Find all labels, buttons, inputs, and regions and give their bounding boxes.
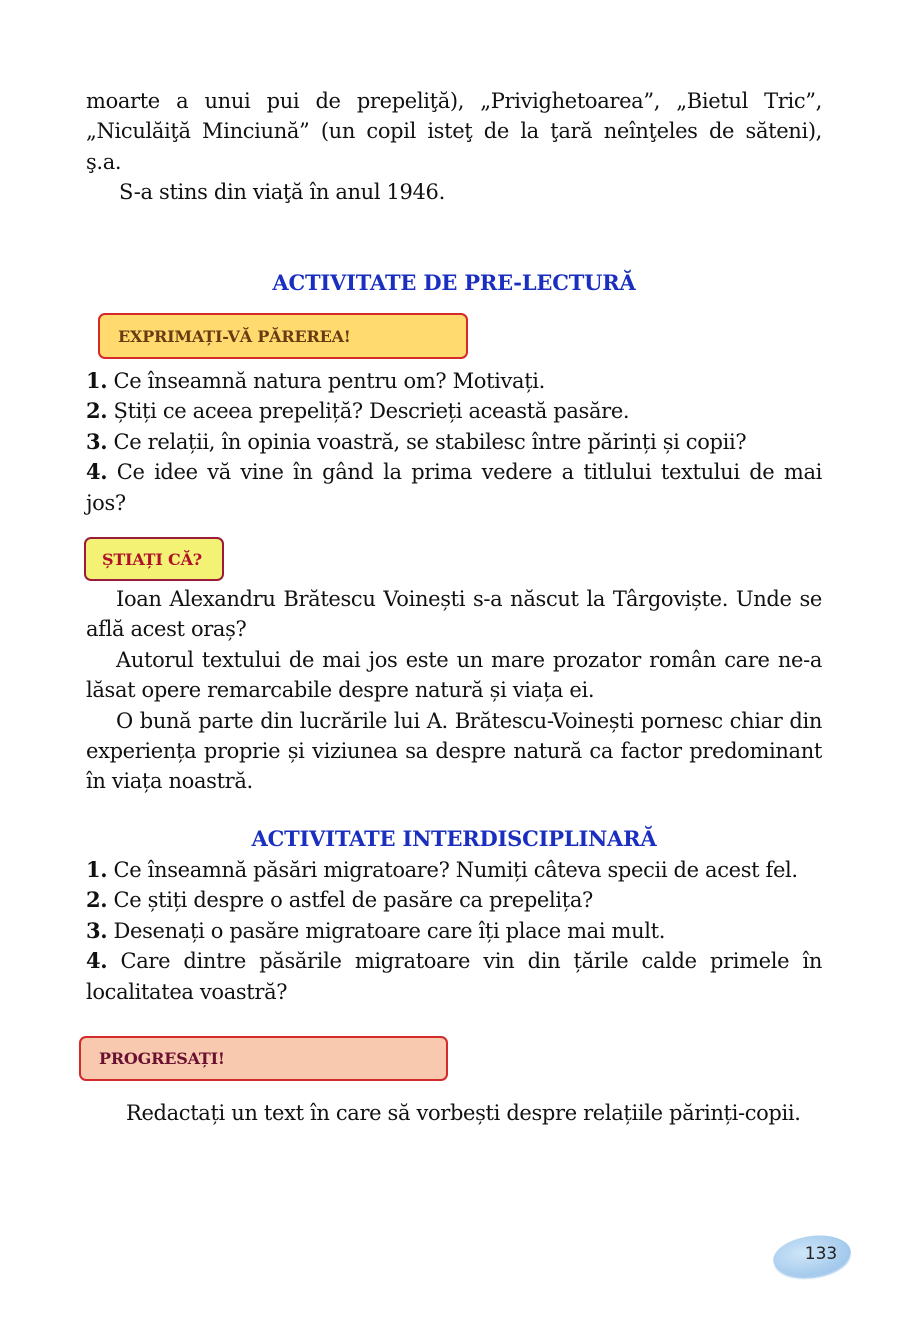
progress-badge (79, 1036, 448, 1081)
question-text: Ce înseamnă păsări migratoare? Numiți câteva specii de acest fel. (107, 858, 798, 882)
opinion-badge-label: EXPRIMAȚI-VĂ PĂREREA! (118, 326, 351, 346)
question-number: 1. (86, 368, 108, 393)
question-number: 2. (86, 398, 108, 424)
question-number: 3. (86, 917, 108, 943)
progress-badge-label: PROGRESAȚI! (99, 1049, 225, 1068)
prelecture-questions (86, 366, 822, 518)
question-number: 3. (86, 428, 108, 454)
did-you-know-section (86, 584, 822, 797)
paragraph: Autorul textului de mai jos este un mare prozator român care ne-a lăsat opere remarcabile despre natură și viața ei. (86, 647, 822, 703)
death-sentence: S-a stins din viaţă în anul 1946. (119, 180, 445, 205)
intro-line-1: moarte a unui pui de prepeliţă), „Privighetoarea”, „Bietul Tric”, (86, 89, 822, 113)
question-item (86, 916, 822, 946)
question-item (86, 396, 822, 426)
question-item (86, 427, 822, 457)
question-text: Ce înseamnă natura pentru om? Motivați. (107, 369, 546, 393)
paragraph: Ioan Alexandru Brătescu Voinești s-a născut la Târgoviște. Unde se află acest oraș? (86, 587, 822, 642)
opinion-badge (98, 313, 468, 359)
interdisciplinary-questions (86, 855, 822, 1007)
question-text: Ce relații, în opinia voastră, se stabilesc între părinți și copii? (107, 429, 747, 454)
page-number-label: 133 (804, 1244, 838, 1264)
prelecture-heading: ACTIVITATE DE PRE-LECTURĂ (272, 270, 636, 295)
intro-line-3: ş.a. (86, 149, 122, 174)
paragraph: O bună parte din lucrările lui A. Brătescu-Voinești pornesc chiar din experiența proprie și viziunea sa despre natură ca factor predominant în viața noastră. (86, 708, 822, 794)
question-item (86, 366, 822, 396)
intro-line-2: „Niculăiţă Minciună” (un copil isteţ de la ţară neînţeles de săteni), (86, 119, 822, 144)
question-number: 4. (86, 948, 108, 974)
interdisciplinary-heading: ACTIVITATE INTERDISCIPLINARĂ (251, 826, 657, 851)
question-text: Care dintre păsările migratoare vin din țările calde primele în localitatea voastră? (86, 949, 822, 1004)
question-text: Ce idee vă vine în gând la prima vedere a titlului textului de mai jos? (86, 460, 822, 515)
page-number (773, 1236, 853, 1280)
question-number: 4. (86, 459, 108, 485)
question-item (86, 457, 822, 518)
question-text: Desenați o pasăre migratoare care îți place mai mult. (107, 918, 666, 943)
progress-task: Redactați un text în care să vorbești despre relațiile părinți-copii. (126, 1101, 801, 1125)
question-item (86, 946, 822, 1007)
question-number: 2. (86, 887, 108, 913)
intro-section (86, 86, 822, 208)
question-text: Ce știți despre o astfel de pasăre ca prepelița? (107, 888, 593, 913)
did-you-know-badge (84, 537, 224, 581)
did-you-know-label: ȘTIAȚI CĂ? (102, 549, 202, 569)
question-item (86, 885, 822, 915)
question-item (86, 855, 822, 885)
progress-section (86, 1098, 822, 1128)
question-number: 1. (86, 857, 108, 882)
question-text: Știți ce aceea prepeliță? Descrieți această pasăre. (107, 399, 630, 424)
